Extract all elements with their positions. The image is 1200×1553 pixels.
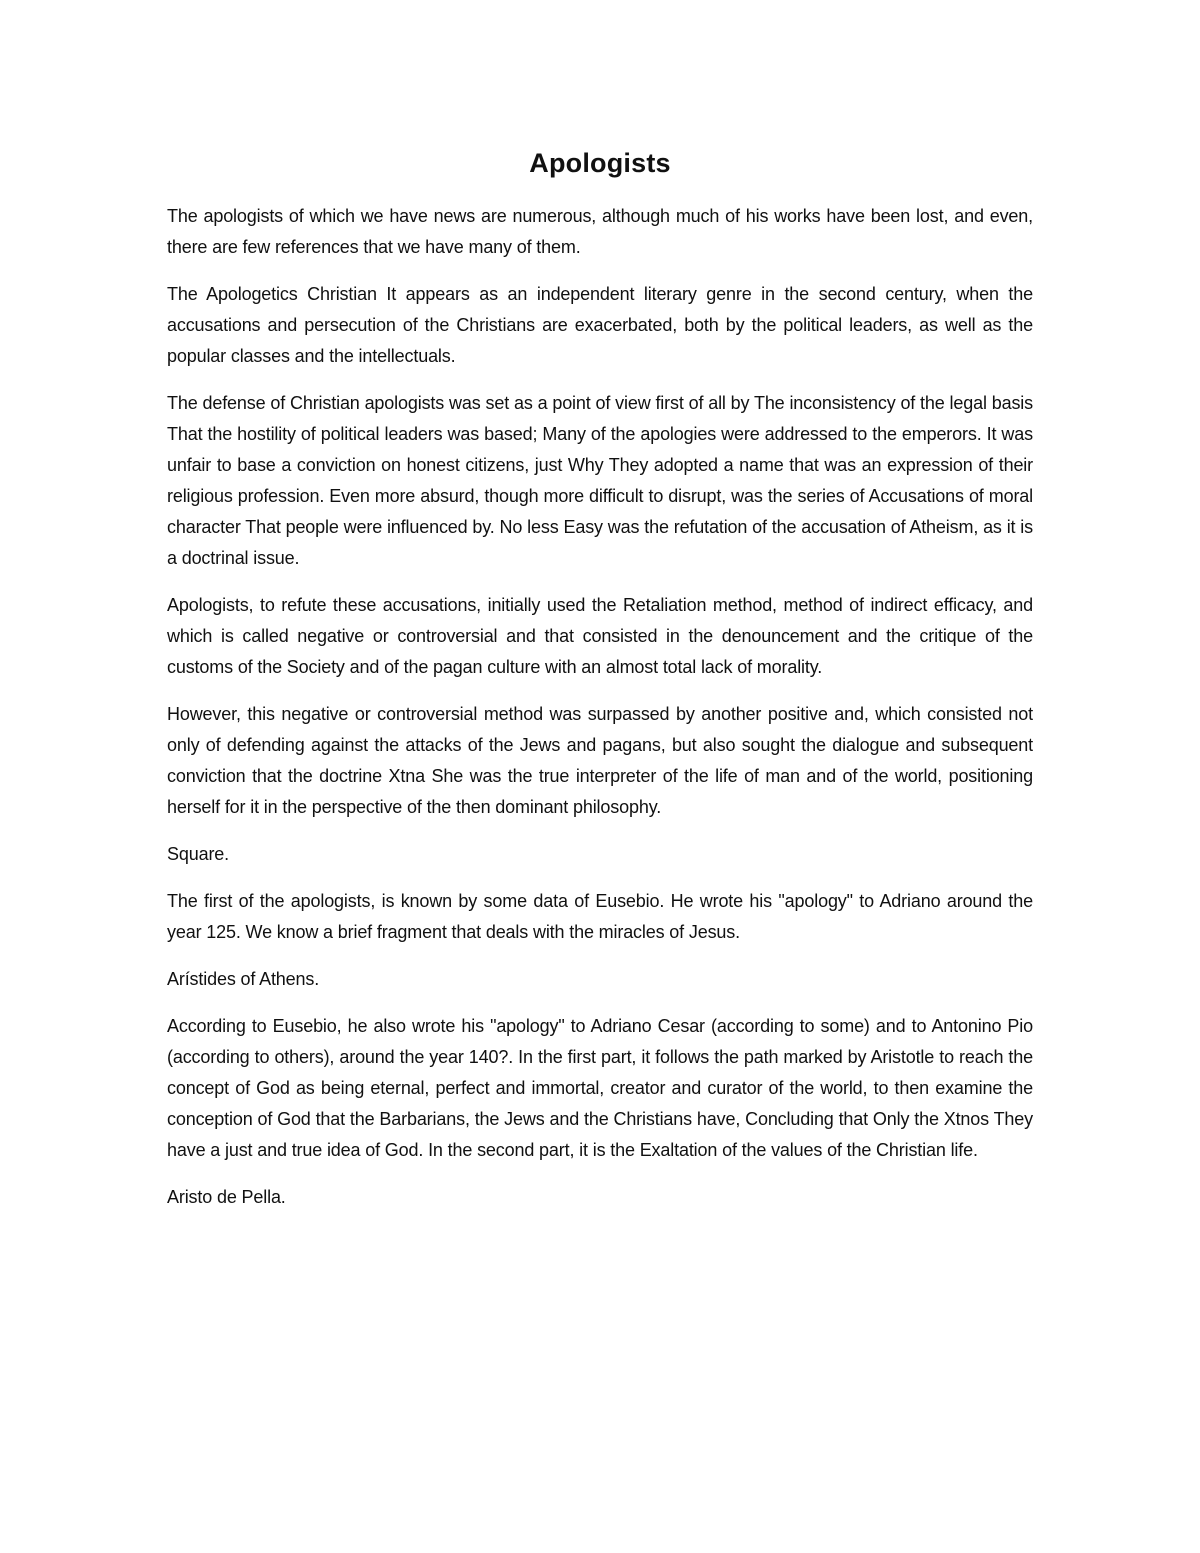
paragraph-aristides: According to Eusebio, he also wrote his "apology" to Adriano Cesar (according to some) and to Antonino Pio (according to others), around the year 140?. In the first part, it follows the path marked by Aristotle to reach the concept of God as being eternal, perfect and immortal, creator and curator of the world, to then examine the conception of God that the Barbarians, the Jews and the Christians have, Concluding that Only the Xtnos They have a just and true idea of God. In the second part, it is the Exaltation of the values of the Christian life.: [167, 1016, 1033, 1160]
section-heading-aristo: Aristo de Pella.: [167, 1187, 286, 1207]
paragraph-apologetics-genre: The Apologetics Christian It appears as an independent literary genre in the second century, when the accusations and persecution of the Christians are exacerbated, both by the political leaders, as well as the popular classes and the intellectuals.: [167, 284, 1033, 366]
section-heading-square: Square.: [167, 844, 229, 864]
paragraph-defense: The defense of Christian apologists was set as a point of view first of all by The inconsistency of the legal basis That the hostility of political leaders was based; Many of the apologies were addressed to the emperors. It was unfair to base a conviction on honest citizens, just Why They adopted a name that was an expression of their religious profession. Even more absurd, though more difficult to disrupt, was the series of Accusations of moral character That people were influenced by. No less Easy was the refutation of the accusation of Atheism, as it is a doctrinal issue.: [167, 393, 1033, 568]
paragraph-positive-method: However, this negative or controversial method was surpassed by another positive and, which consisted not only of defending against the attacks of the Jews and pagans, but also sought the dialogue and subsequent conviction that the doctrine Xtna She was the true interpreter of the life of man and of the world, positioning herself for it in the perspective of the then dominant philosophy.: [167, 704, 1033, 817]
section-heading-aristides: Arístides of Athens.: [167, 969, 320, 989]
page-title: Apologists: [529, 148, 671, 178]
document-body: [167, 143, 1033, 1229]
paragraph-intro: The apologists of which we have news are numerous, although much of his works have been lost, and even, there are few references that we have many of them.: [167, 206, 1033, 257]
paragraph-retaliation-method: Apologists, to refute these accusations, initially used the Retaliation method, method of indirect efficacy, and which is called negative or controversial and that consisted in the denouncement and the critique of the customs of the Society and of the pagan culture with an almost total lack of morality.: [167, 595, 1033, 677]
paragraph-first-apologist: The first of the apologists, is known by some data of Eusebio. He wrote his "apology" to Adriano around the year 125. We know a brief fragment that deals with the miracles of Jesus.: [167, 891, 1033, 942]
